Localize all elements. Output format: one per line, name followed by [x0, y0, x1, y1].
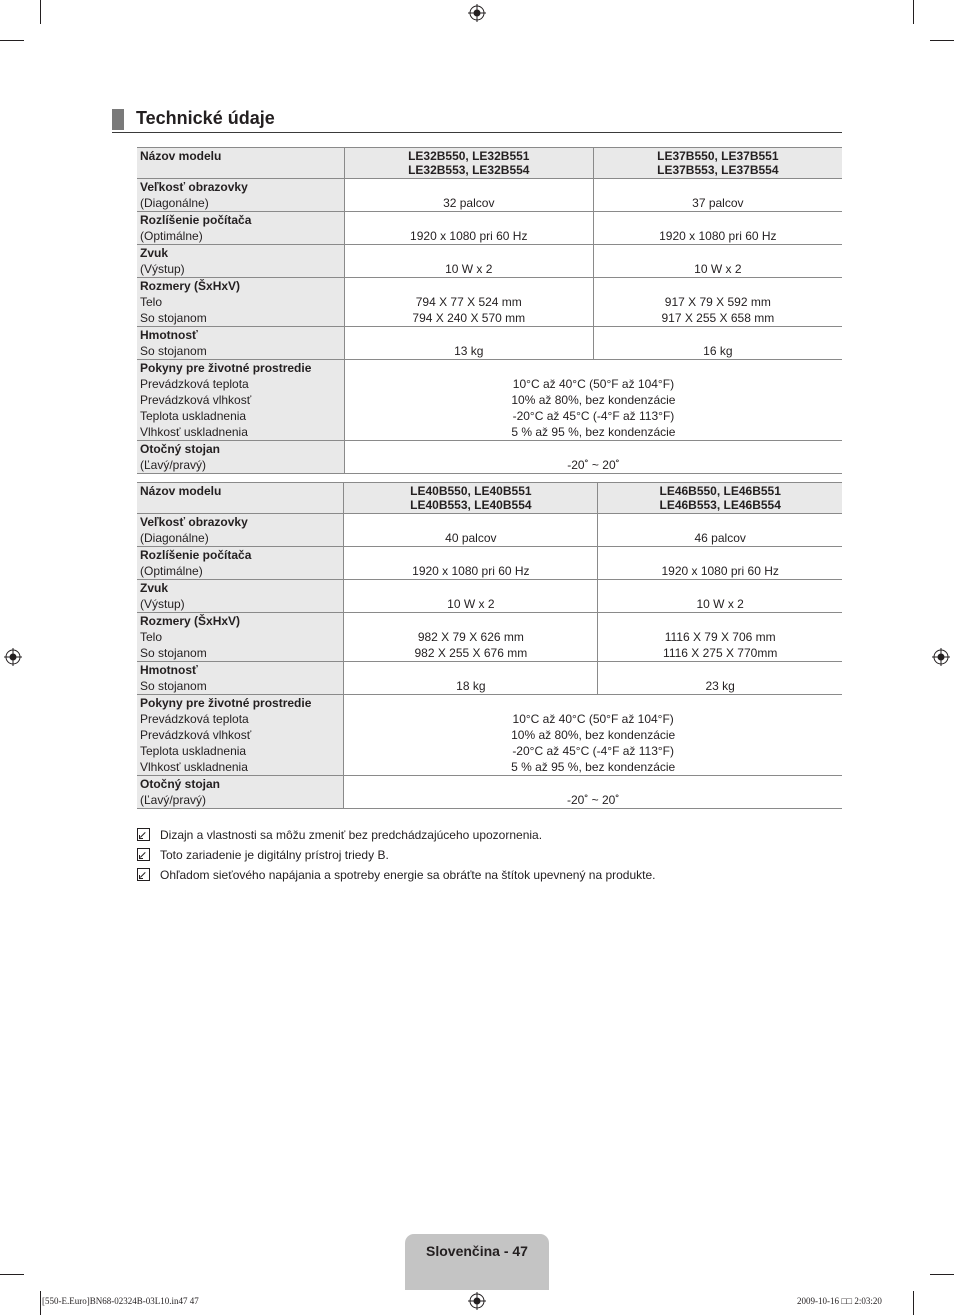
row-title: Rozlíšenie počítača	[140, 213, 252, 227]
registration-mark-icon	[468, 1292, 486, 1310]
row-subtitle: (Diagonálne)	[140, 196, 209, 210]
cell-value: 10 W x 2	[344, 580, 598, 613]
cell-value: 1920 x 1080 pri 60 Hz	[344, 212, 593, 245]
note-pencil-icon	[137, 848, 150, 861]
row-title: Rozmery (ŠxHxV)	[140, 614, 241, 628]
table-row	[137, 514, 842, 547]
row-title: Veľkosť obrazovky	[140, 180, 248, 194]
cell-value: 1920 x 1080 pri 60 Hz	[598, 547, 842, 580]
row-title: Hmotnosť	[140, 663, 198, 677]
note-text: Dizajn a vlastnosti sa môžu zmeniť bez predchádzajúceho upozornenia.	[160, 828, 543, 842]
crop-mark	[0, 1274, 24, 1275]
model-list: LE37B550, LE37B551	[657, 149, 779, 163]
cell-value: -20˚ ~ 20˚	[344, 776, 842, 809]
crop-mark	[40, 0, 41, 24]
row-title: Otočný stojan	[140, 442, 221, 456]
table-row	[137, 327, 842, 360]
row-subtitle: (Výstup)	[140, 262, 185, 276]
row-subtitle: So stojanom	[140, 679, 207, 693]
cell-value: 794 X 240 X 570 mm	[412, 311, 526, 325]
cell-value: 5 % až 95 %, bez kondenzácie	[511, 760, 676, 774]
model-name-label: Názov modelu	[140, 484, 222, 498]
cell-value: 46 palcov	[598, 514, 842, 547]
spec-table-2	[137, 482, 842, 809]
row-subtitle: Teplota uskladnenia	[140, 744, 247, 758]
registration-mark-icon	[468, 4, 486, 22]
crop-mark	[913, 0, 914, 24]
row-title: Pokyny pre životné prostredie	[140, 361, 312, 375]
cell-value: 10 W x 2	[344, 245, 593, 278]
row-subtitle: Prevádzková teplota	[140, 377, 249, 391]
list-item	[137, 826, 656, 846]
table-row	[137, 580, 842, 613]
footer-timestamp: 2009-10-16 □□ 2:03:20	[797, 1296, 882, 1306]
registration-mark-icon	[4, 648, 22, 666]
row-subtitle: (Výstup)	[140, 597, 185, 611]
row-title: Otočný stojan	[140, 777, 221, 791]
crop-mark	[930, 1274, 954, 1275]
row-subtitle: (Optimálne)	[140, 229, 203, 243]
row-subtitle: Telo	[140, 630, 163, 644]
table-row	[137, 212, 842, 245]
table-row	[137, 245, 842, 278]
row-title: Hmotnosť	[140, 328, 198, 342]
row-subtitle: Vlhkosť uskladnenia	[140, 425, 248, 439]
notes-list	[137, 826, 656, 886]
footer-file-info: [550-E.Euro]BN68-02324B-03L10.in47 47	[42, 1296, 199, 1306]
cell-value: 982 X 255 X 676 mm	[414, 646, 528, 660]
table-row	[137, 441, 842, 474]
table-header-row	[137, 148, 842, 179]
cell-value: 10°C až 40°C (50°F až 104°F)	[512, 712, 674, 726]
table-row	[137, 278, 842, 327]
cell-value: 32 palcov	[344, 179, 593, 212]
row-subtitle: Prevádzková teplota	[140, 712, 249, 726]
crop-mark	[0, 40, 24, 41]
row-title: Zvuk	[140, 246, 169, 260]
table-row	[137, 179, 842, 212]
cell-value: 794 X 77 X 524 mm	[415, 295, 522, 309]
row-subtitle: (Ľavý/pravý)	[140, 458, 207, 472]
cell-value: 982 X 79 X 626 mm	[417, 630, 524, 644]
model-list: LE40B553, LE40B554	[410, 498, 532, 512]
crop-mark	[930, 40, 954, 41]
cell-value: 1920 x 1080 pri 60 Hz	[344, 547, 598, 580]
table-row	[137, 613, 842, 662]
row-subtitle: Teplota uskladnenia	[140, 409, 247, 423]
model-list: LE46B553, LE46B554	[659, 498, 781, 512]
cell-value: 23 kg	[598, 662, 842, 695]
cell-value: 10°C až 40°C (50°F až 104°F)	[512, 377, 675, 391]
table-row	[137, 547, 842, 580]
row-title: Pokyny pre životné prostredie	[140, 696, 312, 710]
model-list: LE32B553, LE32B554	[408, 163, 530, 177]
cell-value: 10 W x 2	[593, 245, 842, 278]
cell-value: 5 % až 95 %, bez kondenzácie	[511, 425, 676, 439]
note-pencil-icon	[137, 828, 150, 841]
note-text: Ohľadom sieťového napájania a spotreby energie sa obráťte na štítok upevnený na produkte.	[160, 868, 656, 882]
cell-value: 10 W x 2	[598, 580, 842, 613]
cell-value: 13 kg	[344, 327, 593, 360]
row-subtitle: Prevádzková vlhkosť	[140, 728, 252, 742]
page-title: Technické údaje	[136, 108, 275, 128]
model-name-label: Názov modelu	[140, 149, 222, 163]
table-row	[137, 360, 842, 441]
row-subtitle: So stojanom	[140, 646, 207, 660]
note-text: Toto zariadenie je digitálny prístroj triedy B.	[160, 848, 389, 862]
cell-value: 16 kg	[593, 327, 842, 360]
cell-value: 1920 x 1080 pri 60 Hz	[593, 212, 842, 245]
model-list: LE46B550, LE46B551	[659, 484, 781, 498]
cell-value: 40 palcov	[344, 514, 598, 547]
crop-mark	[40, 1291, 41, 1315]
page-number: Slovenčina - 47	[426, 1243, 528, 1259]
model-list: LE32B550, LE32B551	[408, 149, 530, 163]
cell-value: 1116 X 275 X 770mm	[663, 646, 778, 660]
row-subtitle: So stojanom	[140, 344, 207, 358]
crop-mark	[913, 1291, 914, 1315]
page-number-tab	[405, 1234, 549, 1290]
row-subtitle: So stojanom	[140, 311, 207, 325]
note-pencil-icon	[137, 868, 150, 881]
row-title: Rozmery (ŠxHxV)	[140, 279, 241, 293]
cell-value: -20˚ ~ 20˚	[344, 441, 842, 474]
heading-block-icon	[112, 109, 124, 130]
table-row	[137, 776, 842, 809]
table-row	[137, 695, 842, 776]
cell-value: -20°C až 45°C (-4°F až 113°F)	[512, 744, 675, 758]
cell-value: 1116 X 79 X 706 mm	[664, 630, 776, 644]
table-row	[137, 662, 842, 695]
spec-table-1	[137, 147, 842, 474]
section-heading	[112, 109, 842, 133]
row-subtitle: Vlhkosť uskladnenia	[140, 760, 248, 774]
row-subtitle: (Diagonálne)	[140, 531, 209, 545]
row-title: Veľkosť obrazovky	[140, 515, 248, 529]
row-subtitle: Prevádzková vlhkosť	[140, 393, 252, 407]
list-item	[137, 846, 656, 866]
cell-value: -20°C až 45°C (-4°F až 113°F)	[512, 409, 675, 423]
cell-value: 18 kg	[344, 662, 598, 695]
cell-value: 10% až 80%, bez kondenzácie	[511, 728, 676, 742]
cell-value: 917 X 79 X 592 mm	[664, 295, 771, 309]
cell-value: 10% až 80%, bez kondenzácie	[511, 393, 676, 407]
model-list: LE37B553, LE37B554	[657, 163, 779, 177]
cell-value: 917 X 255 X 658 mm	[661, 311, 775, 325]
row-subtitle: Telo	[140, 295, 163, 309]
row-title: Zvuk	[140, 581, 169, 595]
cell-value: 37 palcov	[593, 179, 842, 212]
row-subtitle: (Optimálne)	[140, 564, 203, 578]
registration-mark-icon	[932, 648, 950, 666]
row-subtitle: (Ľavý/pravý)	[140, 793, 207, 807]
row-title: Rozlíšenie počítača	[140, 548, 252, 562]
table-header-row	[137, 483, 842, 514]
list-item	[137, 866, 656, 886]
model-list: LE40B550, LE40B551	[410, 484, 532, 498]
